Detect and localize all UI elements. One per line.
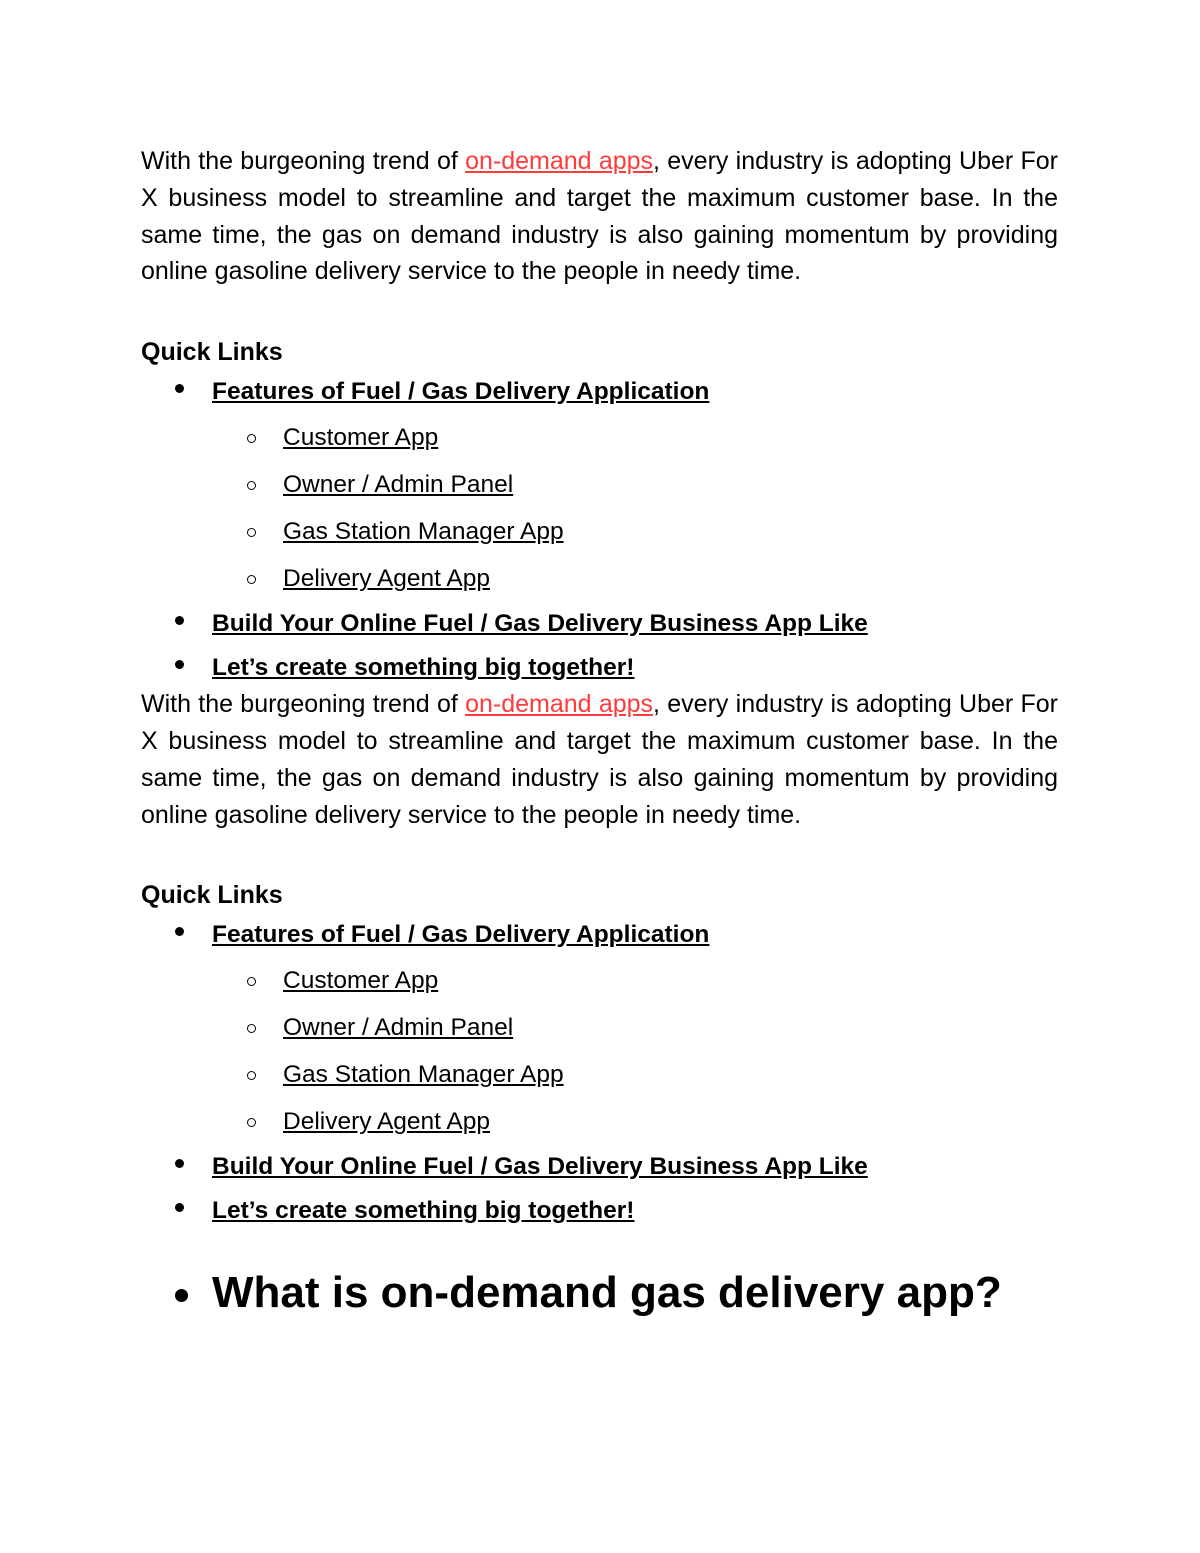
quick-links-title: Quick Links bbox=[141, 338, 283, 367]
list-item bbox=[141, 957, 1058, 1004]
build-app-link[interactable]: Build Your Online Fuel / Gas Delivery Business App Like bbox=[212, 610, 868, 638]
paragraph-text-after: , every industry is adopting Uber For X business model to streamline and target the maximum customer base. In the same time, the gas on demand industry is also gaining momentum by providing online gasoline delivery service to the people in needy time. bbox=[141, 690, 1058, 829]
circle-bullet-icon bbox=[247, 1118, 256, 1127]
list-item bbox=[141, 1004, 1058, 1051]
bullet-icon bbox=[175, 927, 184, 936]
features-link[interactable]: Features of Fuel / Gas Delivery Application bbox=[212, 921, 710, 949]
owner-admin-panel-link[interactable]: Owner / Admin Panel bbox=[283, 471, 514, 499]
intro-paragraph bbox=[141, 686, 1058, 833]
list-item bbox=[141, 370, 1058, 602]
list-item bbox=[141, 913, 1058, 1145]
list-item bbox=[141, 1098, 1058, 1145]
circle-bullet-icon bbox=[247, 434, 256, 443]
sub-links-list bbox=[212, 957, 1058, 1145]
circle-bullet-icon bbox=[247, 1024, 256, 1033]
bullet-icon bbox=[175, 1203, 184, 1212]
bullet-icon bbox=[175, 384, 184, 393]
features-link[interactable]: Features of Fuel / Gas Delivery Application bbox=[212, 378, 710, 406]
quick-links-list bbox=[141, 913, 1058, 1233]
circle-bullet-icon bbox=[247, 1071, 256, 1080]
list-item bbox=[141, 508, 1058, 555]
list-item bbox=[141, 1189, 1058, 1233]
list-item bbox=[141, 555, 1058, 602]
list-item bbox=[141, 414, 1058, 461]
bullet-icon bbox=[175, 1289, 188, 1302]
bullet-icon bbox=[175, 1159, 184, 1168]
list-item bbox=[141, 461, 1058, 508]
create-together-link[interactable]: Let’s create something big together! bbox=[212, 1197, 635, 1225]
build-app-link[interactable]: Build Your Online Fuel / Gas Delivery Business App Like bbox=[212, 1153, 868, 1181]
bullet-icon bbox=[175, 660, 184, 669]
create-together-link[interactable]: Let’s create something big together! bbox=[212, 654, 635, 682]
list-item bbox=[141, 1145, 1058, 1189]
on-demand-apps-link[interactable]: on-demand apps bbox=[465, 690, 654, 719]
paragraph-text-before: With the burgeoning trend of bbox=[141, 147, 466, 175]
customer-app-link[interactable]: Customer App bbox=[283, 967, 439, 995]
list-item bbox=[141, 1051, 1058, 1098]
circle-bullet-icon bbox=[247, 481, 256, 490]
section-heading bbox=[141, 1263, 1058, 1323]
quick-links-title: Quick Links bbox=[141, 881, 283, 910]
customer-app-link[interactable]: Customer App bbox=[283, 424, 439, 452]
delivery-agent-app-link[interactable]: Delivery Agent App bbox=[283, 1108, 491, 1136]
bullet-icon bbox=[175, 616, 184, 625]
quick-links-list bbox=[141, 370, 1058, 686]
delivery-agent-app-link[interactable]: Delivery Agent App bbox=[283, 565, 491, 593]
circle-bullet-icon bbox=[247, 575, 256, 584]
owner-admin-panel-link[interactable]: Owner / Admin Panel bbox=[283, 1014, 514, 1042]
list-item bbox=[141, 646, 1058, 686]
paragraph-text-after: , every industry is adopting Uber For X business model to streamline and target the maximum customer base. In the same time, the gas on demand industry is also gaining momentum by providing online gasoline delivery service to the people in needy time. bbox=[141, 147, 1058, 286]
list-item bbox=[141, 602, 1058, 646]
intro-paragraph bbox=[141, 143, 1058, 290]
on-demand-apps-link[interactable]: on-demand apps bbox=[465, 147, 654, 175]
paragraph-text-before: With the burgeoning trend of bbox=[141, 690, 466, 719]
circle-bullet-icon bbox=[247, 528, 256, 537]
gas-station-manager-app-link[interactable]: Gas Station Manager App bbox=[283, 1061, 564, 1089]
sub-links-list bbox=[212, 414, 1058, 602]
heading-text: What is on-demand gas delivery app? bbox=[212, 1268, 1002, 1318]
document-page bbox=[141, 143, 1058, 1323]
gas-station-manager-app-link[interactable]: Gas Station Manager App bbox=[283, 518, 564, 546]
circle-bullet-icon bbox=[247, 977, 256, 986]
